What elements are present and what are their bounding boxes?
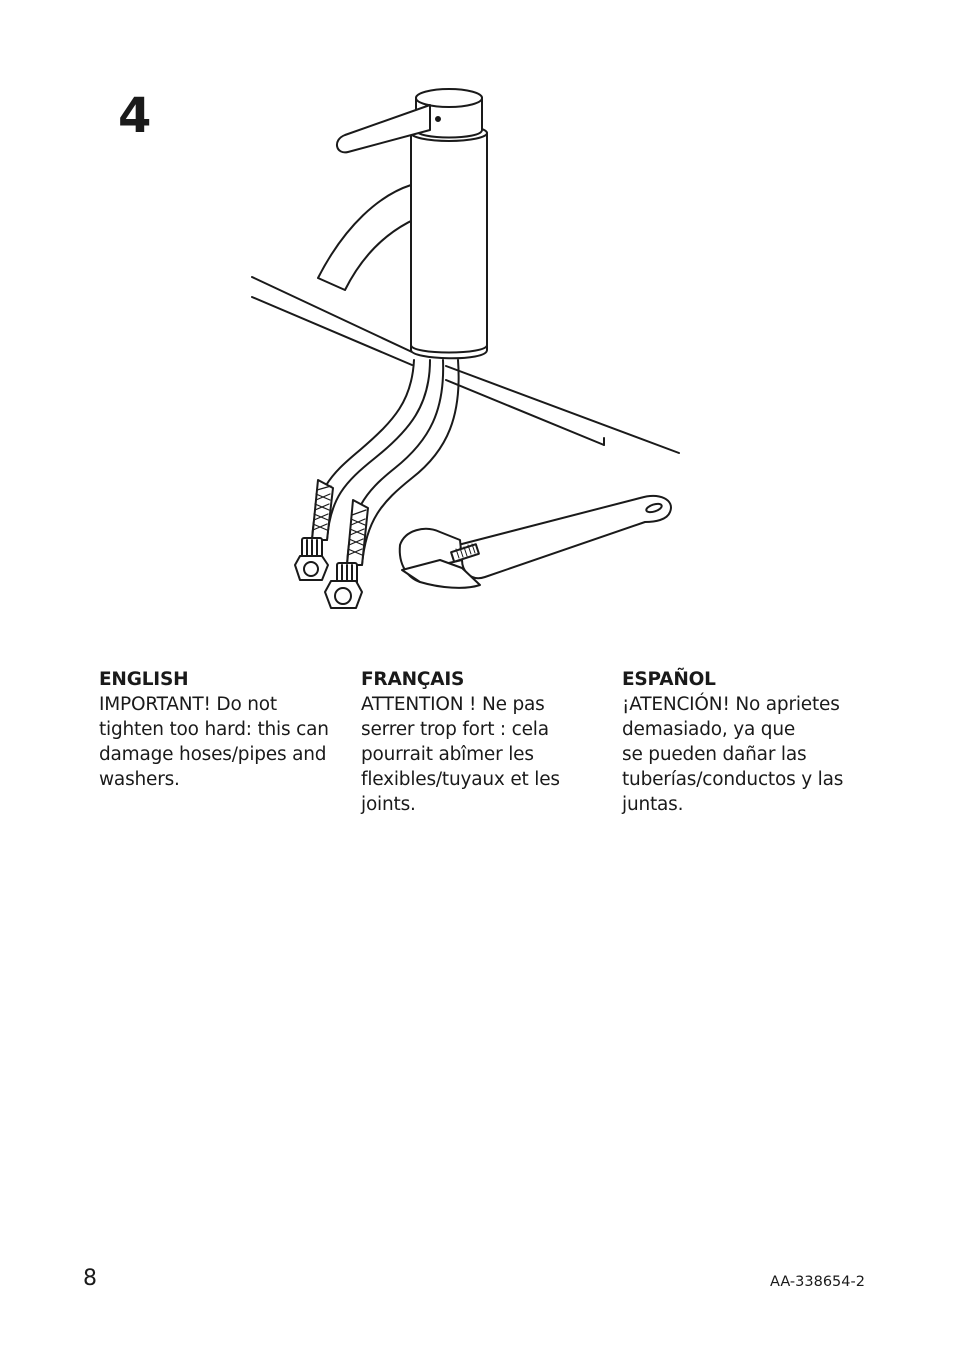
- instruction-line: tuberías/conductos y las: [622, 769, 844, 790]
- instruction-line: washers.: [99, 769, 180, 790]
- language-heading: FRANÇAIS: [361, 669, 465, 690]
- faucet-illustration: [240, 78, 690, 628]
- instruction-line: ATTENTION ! Ne pas: [361, 694, 545, 715]
- language-heading: ESPAÑOL: [622, 669, 716, 690]
- instruction-line: juntas.: [622, 794, 684, 815]
- instruction-line: joints.: [361, 794, 416, 815]
- instruction-line: IMPORTANT! Do not: [99, 694, 277, 715]
- instruction-line: serrer trop fort : cela: [361, 719, 549, 740]
- document-code: AA-338654-2: [770, 1274, 865, 1290]
- faucet-icon: [318, 89, 487, 358]
- instruction-line: tighten too hard: this can: [99, 719, 329, 740]
- instruction-line: se pueden dañar las: [622, 744, 807, 765]
- instruction-english: [99, 667, 349, 792]
- instruction-line: flexibles/tuyaux et les: [361, 769, 560, 790]
- instruction-francais: [361, 667, 611, 817]
- step-number: 4: [118, 88, 152, 144]
- wrench-icon: [400, 496, 671, 588]
- page-number: 8: [83, 1266, 97, 1291]
- instruction-line: damage hoses/pipes and: [99, 744, 327, 765]
- language-heading: ENGLISH: [99, 669, 189, 690]
- instruction-line: ¡ATENCIÓN! No aprietes: [622, 694, 840, 715]
- instruction-line: pourrait abîmer les: [361, 744, 534, 765]
- instruction-line: demasiado, ya que: [622, 719, 796, 740]
- instruction-espanol: [622, 667, 872, 817]
